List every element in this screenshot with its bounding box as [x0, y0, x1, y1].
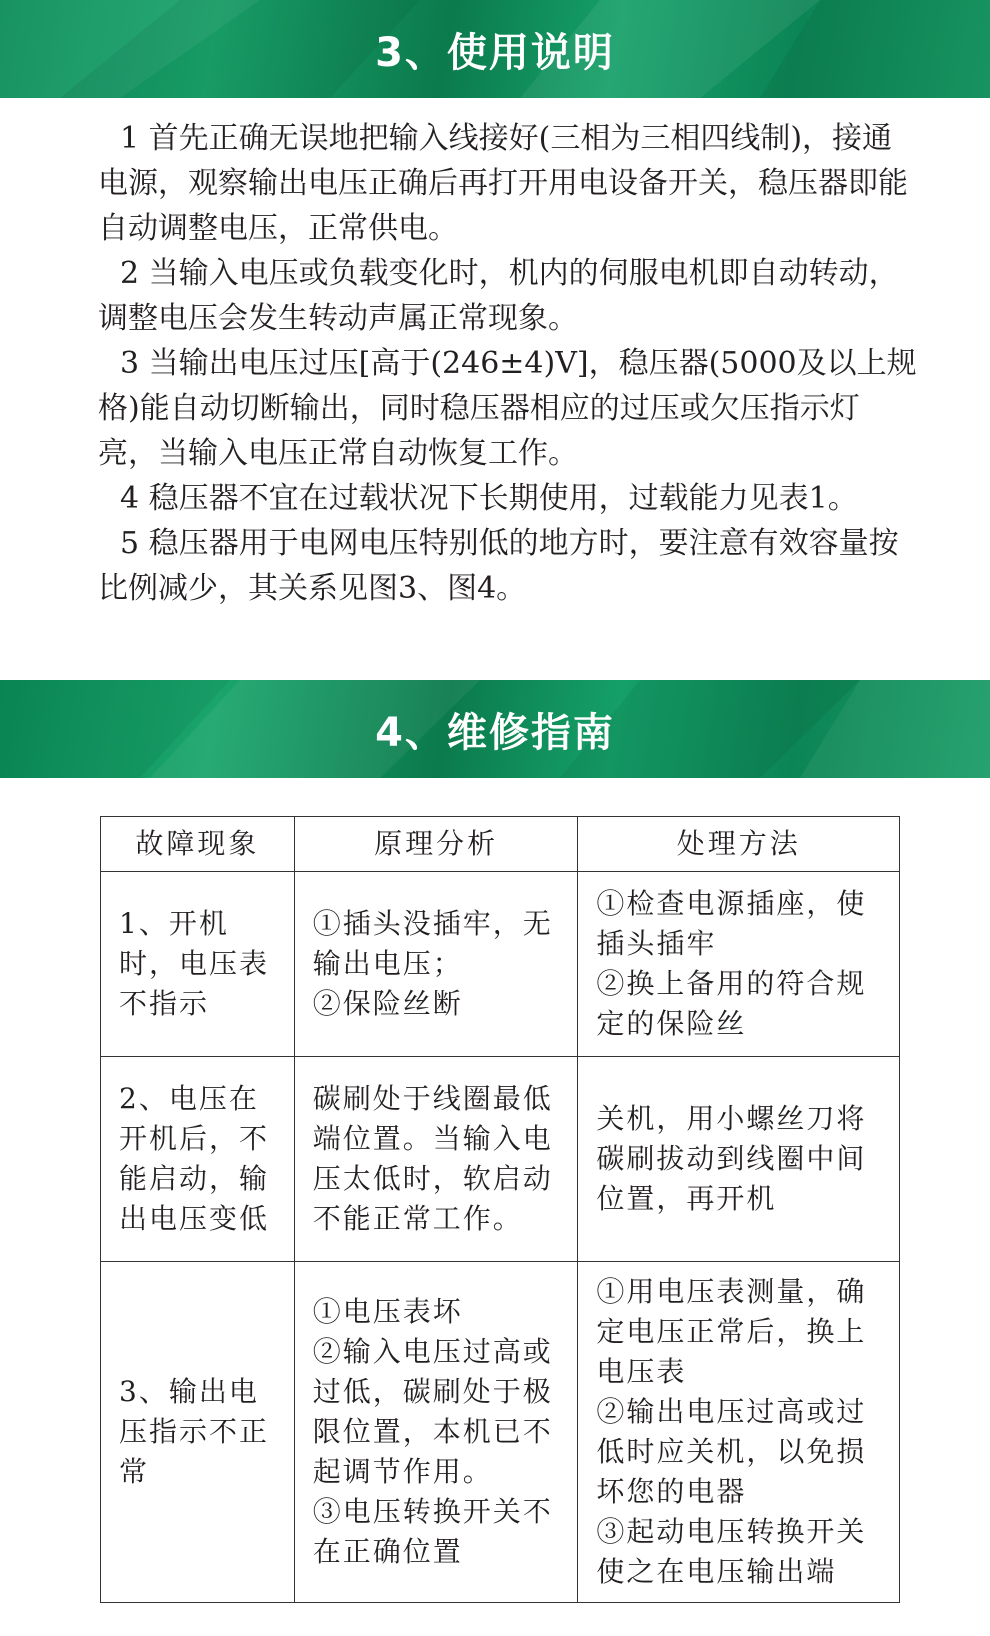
header-analysis: 原理分析 — [294, 817, 578, 872]
symptom-cell: 2、电压在开机后，不能启动，输出电压变低 — [101, 1057, 295, 1262]
analysis-line: ①电压表坏 — [312, 1295, 463, 1328]
analysis-line: ②保险丝断 — [312, 987, 463, 1020]
analysis-cell — [294, 1057, 578, 1262]
solution-line: ②输出电压过高或过低时应关机，以免损坏您的电器 — [596, 1395, 867, 1508]
solution-cell — [578, 1262, 900, 1603]
usage-paragraph: 5 稳压器用于电网电压特别低的地方时，要注意有效容量按比例减少，其关系见图3、图4。 — [98, 526, 899, 606]
table-row — [101, 872, 900, 1057]
analysis-line: ①插头没插牢，无输出电压； — [312, 907, 553, 980]
usage-section-title: 3、使用说明 — [375, 29, 615, 76]
section-banner-maintenance — [0, 680, 990, 778]
solution-line: ①用电压表测量，确定电压正常后，换上电压表 — [596, 1275, 867, 1388]
header-solution: 处理方法 — [578, 817, 900, 872]
symptom-cell: 3、输出电压指示不正常 — [101, 1262, 295, 1603]
solution-line: ①检查电源插座，使插头插牢 — [596, 887, 867, 960]
maintenance-table — [100, 816, 900, 1603]
table-header-row — [101, 817, 900, 872]
solution-line: ③起动电压转换开关使之在电压输出端 — [596, 1515, 867, 1588]
solution-cell — [578, 1057, 900, 1262]
usage-paragraph: 4 稳压器不宜在过载状况下长期使用，过载能力见表1。 — [120, 481, 858, 516]
analysis-line: ③电压转换开关不在正确位置 — [312, 1495, 553, 1568]
analysis-line: 碳刷处于线圈最低端位置。当输入电压太低时，软启动不能正常工作。 — [312, 1082, 553, 1235]
solution-line: 关机，用小螺丝刀将碳刷拔动到线圈中间位置，再开机 — [596, 1102, 867, 1215]
analysis-line: ②输入电压过高或过低，碳刷处于极限位置，本机已不起调节作用。 — [312, 1335, 553, 1488]
section-banner-usage — [0, 0, 990, 98]
usage-paragraph: 2 当输入电压或负载变化时，机内的伺服电机即自动转动，调整电压会发生转动声属正常现象。 — [98, 256, 899, 336]
solution-cell — [578, 872, 900, 1057]
header-symptom: 故障现象 — [101, 817, 295, 872]
usage-instructions — [98, 116, 918, 611]
symptom-cell: 1、开机时，电压表不指示 — [101, 872, 295, 1057]
analysis-cell — [294, 872, 578, 1057]
solution-line: ②换上备用的符合规定的保险丝 — [596, 967, 867, 1040]
usage-paragraph: 1 首先正确无误地把输入线接好(三相为三相四线制)，接通电源，观察输出电压正确后再打开用电设备开关，稳压器即能自动调整电压，正常供电。 — [98, 121, 908, 246]
usage-paragraph: 3 当输出电压过压[高于(246±4)V]，稳压器(5000及以上规格)能自动切断输出，同时稳压器相应的过压或欠压指示灯亮，当输入电压正常自动恢复工作。 — [98, 346, 917, 471]
maintenance-section-title: 4、维修指南 — [375, 709, 615, 756]
table-row — [101, 1262, 900, 1603]
analysis-cell — [294, 1262, 578, 1603]
table-row — [101, 1057, 900, 1262]
